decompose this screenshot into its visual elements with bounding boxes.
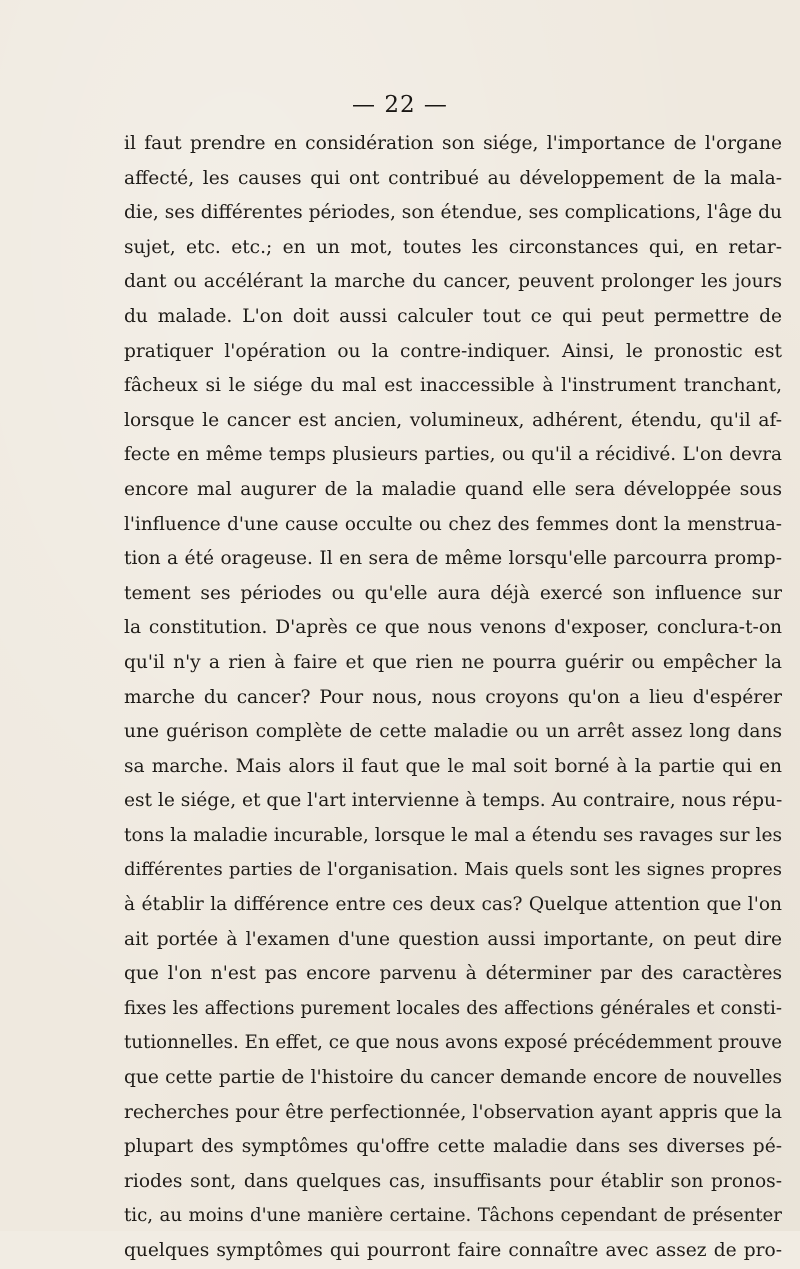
text-line: qu'il n'y a rien à faire et que rien ne pourra guérir ou empêcher la	[124, 651, 782, 673]
page-number: — 22 —	[352, 92, 448, 118]
text-line: marche du cancer? Pour nous, nous croyons qu'on a lieu d'espérer	[124, 686, 782, 708]
text-line: il faut prendre en considération son siége, l'importance de l'organe	[124, 133, 782, 154]
text-line: fâcheux si le siége du mal est inaccessible à l'instrument tranchant,	[124, 375, 782, 397]
text-line: différentes parties de l'organisation. Mais quels sont les signes propres	[124, 859, 782, 881]
text-line: lorsque le cancer est ancien, volumineux, adhérent, étendu, qu'il af-	[124, 409, 782, 431]
text-line: recherches pour être perfectionnée, l'observation ayant appris que la	[124, 1101, 782, 1123]
text-line: riodes sont, dans quelques cas, insuffisants pour établir son pronos-	[124, 1170, 782, 1192]
text-line: est le siége, et que l'art intervienne à temps. Au contraire, nous répu-	[124, 790, 782, 812]
text-line: sa marche. Mais alors il faut que le mal soit borné à la partie qui en	[124, 755, 782, 777]
text-line: tons la maladie incurable, lorsque le mal a étendu ses ravages sur les	[124, 824, 782, 846]
text-line: tion a été orageuse. Il en sera de même lorsqu'elle parcourra promp-	[124, 548, 782, 570]
text-line: la constitution. D'après ce que nous venons d'exposer, conclura-t-on	[124, 617, 782, 639]
text-line: du malade. L'on doit aussi calculer tout ce qui peut permettre de	[124, 305, 782, 327]
text-line: une guérison complète de cette maladie ou un arrêt assez long dans	[124, 721, 782, 743]
text-line: encore mal augurer de la maladie quand elle sera développée sous	[124, 478, 782, 500]
text-line: ait portée à l'examen d'une question aussi importante, on peut dire	[124, 928, 782, 950]
text-line: die, ses différentes périodes, son étendue, ses complications, l'âge du	[124, 202, 782, 224]
body-text	[124, 127, 782, 1269]
text-line: tic, au moins d'une manière certaine. Tâchons cependant de présenter	[124, 1205, 782, 1227]
text-line: tement ses périodes ou qu'elle aura déjà exercé son influence sur	[124, 582, 782, 604]
text-line: que l'on n'est pas encore parvenu à déterminer par des caractères	[124, 963, 782, 985]
text-line: quelques symptômes qui pourront faire connaître avec assez de pro-	[124, 1240, 782, 1261]
text-line: tutionnelles. En effet, ce que nous avons exposé précédemment prouve	[124, 1032, 782, 1054]
text-line: dant ou accélérant la marche du cancer, peuvent prolonger les jours	[124, 271, 782, 293]
text-line: pratiquer l'opération ou la contre-indiquer. Ainsi, le pronostic est	[124, 340, 782, 362]
text-line: fixes les affections purement locales des affections générales et consti-	[124, 997, 782, 1019]
text-line: sujet, etc. etc.; en un mot, toutes les circonstances qui, en retar-	[124, 236, 782, 258]
text-line: l'influence d'une cause occulte ou chez des femmes dont la menstrua-	[124, 513, 782, 535]
text-line: que cette partie de l'histoire du cancer demande encore de nouvelles	[124, 1067, 782, 1089]
text-line: affecté, les causes qui ont contribué au développement de la mala-	[124, 167, 782, 189]
text-line: fecte en même temps plusieurs parties, ou qu'il a récidivé. L'on devra	[124, 444, 782, 466]
text-line: à établir la différence entre ces deux cas? Quelque attention que l'on	[124, 894, 782, 916]
text-line: plupart des symptômes qu'offre cette maladie dans ses diverses pé-	[124, 1136, 782, 1158]
